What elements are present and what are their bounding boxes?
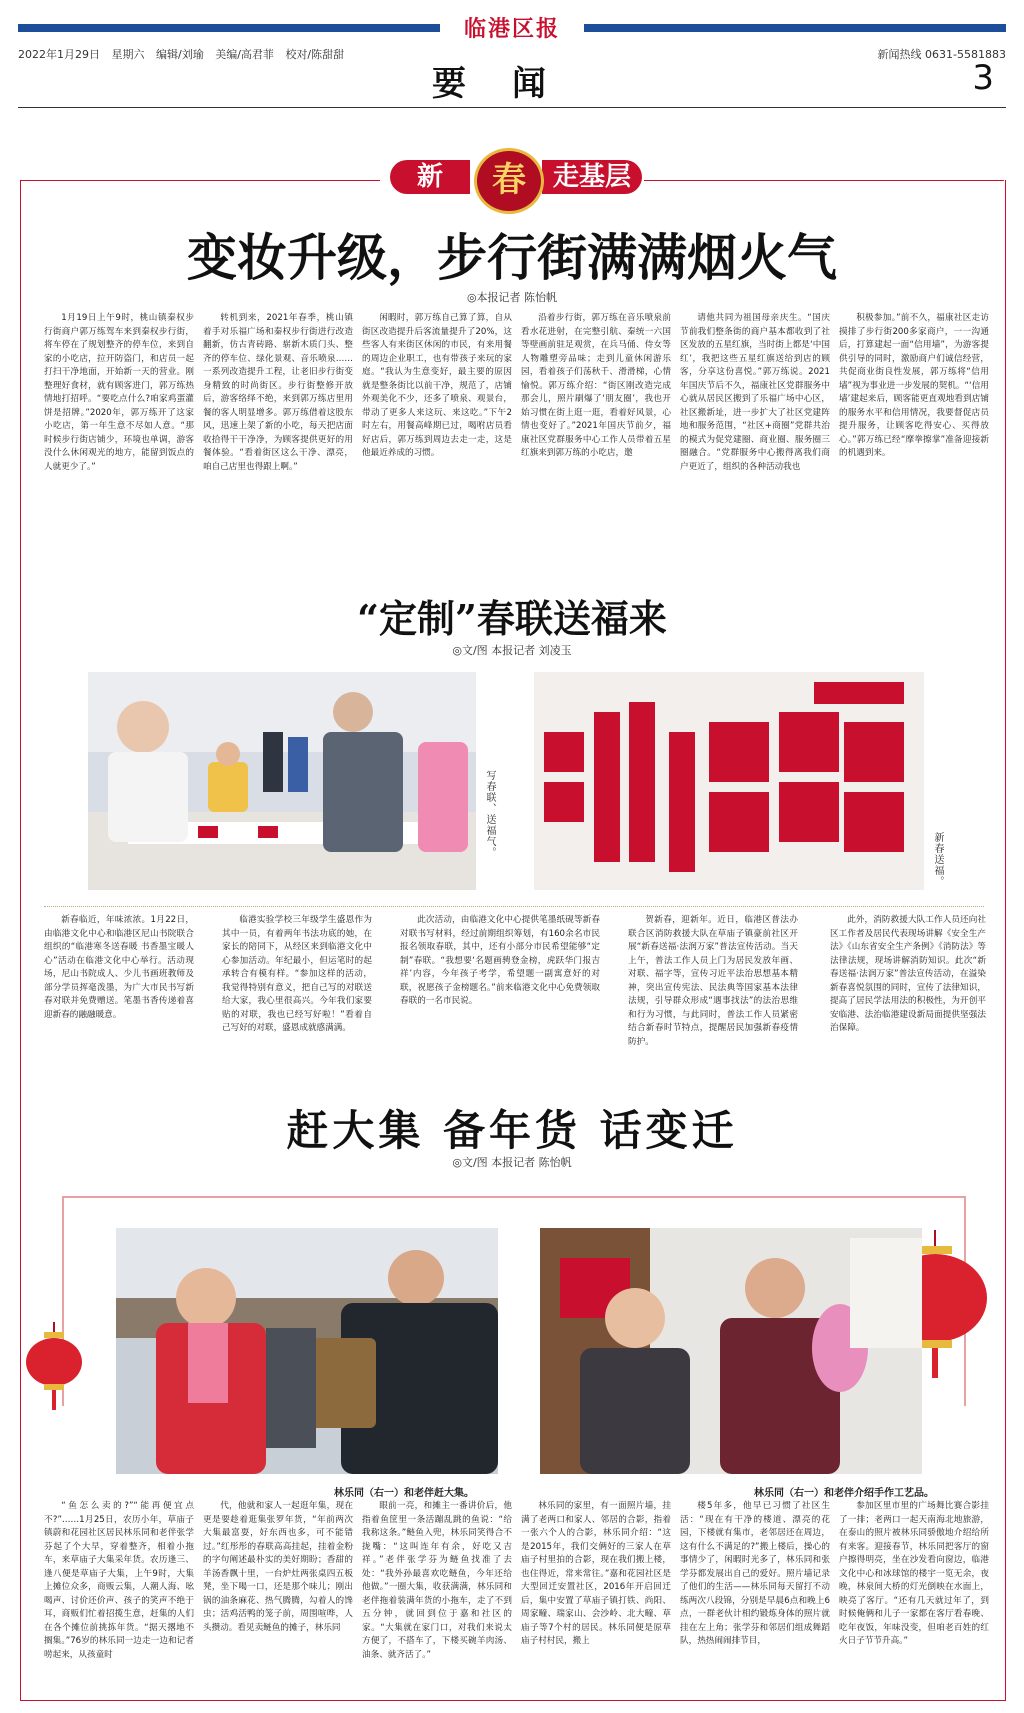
article3-text-6: 参加区里市里的广场舞比赛合影挂了一排；老两口一起天南海北地旅游，在泰山的照片被林乐同骄傲地介绍给所有来客。迎接春节，林乐同把客厅的窗户擦得明亮，坐在沙发看向窗边，临港文化中心和冰球馆的楼宇一览无余，夜晚，林泉间大桥的灯光倒映在水面上，映亮了客厅。“还有几天就过年了，到时候俺俩和儿子一家都在客厅看春晚、吃年夜饭，年味没变，但咱老百姓的红火日子节节升高。”: [839, 1501, 989, 1646]
newspaper-logo: 临港区报: [440, 14, 584, 44]
photo1-caption: 写春联、送福气。: [484, 770, 495, 858]
photo-writing-couplets-art: [88, 672, 476, 890]
header-rule: [18, 107, 1006, 108]
photo-market: [116, 1228, 498, 1474]
issue-date: 2022年1月29日: [18, 48, 100, 61]
banner-right: 走基层: [542, 160, 642, 194]
news-hotline: 新闻热线 0631-5581883: [877, 48, 1006, 61]
banner-emblem: 春: [474, 148, 544, 214]
article3-text-4: 林乐同的家里，有一面照片墙，挂满了老两口和家人、邻居的合影，指着一张六个人的合影，林乐同介绍：“这是2015年，我们交俩好的三家人在草庙子村里拍的合影，现在我们搬上楼，也住得近，常来常往。”嘉和花园社区是大型回迁安置社区，2016年开启回迁后，集中安置了草庙子镇打铁、尚阳、周家疃、瑞家山、会沙岭、北大疃、草庙子等7个村的居民。林乐同便是原草庙子村村民，搬上: [521, 1501, 671, 1646]
banner-left: 新: [390, 160, 470, 194]
article2-title: “定制”春联送福来: [357, 596, 667, 641]
frame-top-right: [644, 180, 1004, 181]
article3-col-3: [362, 1500, 512, 1696]
art-credit: 美编/高君菲: [215, 48, 274, 61]
article2-text-3: 此次活动，由临港文化中心提供笔墨纸砚等新春对联书写材料，经过前期组织筹划，有160余名市民报名领取春联，其中，还有小部分市民希望能够“定制”春联。“我想要‘名题画骋登金榜，虎跃华门报吉祥’内容，今年孩子考学，希望题一副寓意好的对联，祝愿孩子金榜题名。”前来临港文化中心免费领取春联的一名市民说。: [400, 915, 600, 1006]
article3-col-6: [839, 1500, 989, 1696]
photo2-caption: 新春送福。: [932, 832, 943, 887]
photo4-caption: 林乐同（右一）和老伴介绍手作工艺品。: [754, 1488, 934, 1499]
article3-col-5: [680, 1500, 830, 1696]
photo-couplets-display: [534, 672, 924, 890]
article1-col-1: [44, 312, 194, 542]
article1-text-5: 请他共同为祖国母亲庆生。“国庆节前我们整条街的商户基本都收到了社区发放的五星红旗，当时街上都是‘中国红’，我把这些五星红旗送给到店的顾客，分享这份喜悦。”郭万练说。2021年国庆节后不久，福康社区党群服务中心就从居民区搬到了乐福广场中心区，社区搬新址，进一步扩大了社区党建阵地和服务范围，“社区+商圈”党群共治的模式为促党建圈、商业圈、服务圈三圈融合。“党群服务中心搬得离我们商户更近了，组织的各种活动我也: [680, 313, 830, 472]
article1-text-3: 闲暇时，郭万练自己算了算，自从街区改造提升后客流量提升了20%，这些客人有来街区休闲的市民，有来用餐的周边企业职工，也有带孩子来玩的家庭。“我认为生意变好，最主要的原因就是整条街比以前干净，规范了，店铺外观美化不少，还多了喷泉、观景台，带动了更多人来这玩、来这吃。”下午2时左右，用餐高峰期已过，喝咐店员看好店后，郭万练到周边去走一走，这是他最近养成的习惯。: [362, 313, 512, 458]
article2-divider: [44, 906, 984, 907]
article3-text-2: 代，他就和家人一起逛年集，现在更是要趁着逛集张罗年货，“年前两次大集最富耍，好东西也多，可不能错过。”红彤彤的春联高高挂起，挂着金粉的字句阐述最朴实的美好期盼；香甜的羊汤香飘十里，一台炉灶两张桌四五板凳，坐下喝一口，还是那个味儿；刚出锅的油条麻花、热气腾腾，勾着人的馋虫；活鸡活鸭的笼子前，周围喧哗，人头攒动。看见卖鲢鱼的摊子，林乐同: [203, 1501, 353, 1633]
photo-market-art: [116, 1228, 498, 1474]
article1-text-4: 沿着步行街，郭万练在音乐喷泉前看水花进射，在完整引航、秦统一六国等壁画前驻足观赏，在兵马俑、侍女等人物雕塑旁品味；走到儿童休闲游乐园，看着孩子们荡秋千、滑滑梯，心情愉悦。郭万练介绍：“街区刚改造完成那会儿，照片刷爆了‘朋友圈’，我也开始习惯在街上逛一逛，看着好风景，心情也变好了。”2021年国庆节前夕，福康社区党群服务中心工作人员带着五星红旗来到郭万练的小吃店，邀: [521, 313, 671, 458]
article3-byline: ◎文/图 本报记者 陈怡帆: [452, 1156, 572, 1169]
article3-col-4: [521, 1500, 671, 1696]
photo-handicraft-art: [540, 1228, 922, 1474]
article1-title: 变妆升级，步行街满满烟火气: [187, 228, 837, 287]
article3-text-3: 眼前一亮，和摊主一番讲价后，他指着鱼筐里一条活蹦乱跳的鱼说：“给我称这条。”鲢鱼入兜，林乐同笑得合不拢嘴：“这叫连年有余，好吃又吉祥。”老伴张学芬为鲢鱼找准了去处：“我外孙最喜欢吃鲢鱼，今年还给他做。”一圈大集，收获满满，林乐同和老伴拖着装满年货的小拖车，走了不到五分钟，就回到位于嘉和社区的家。“大集就在家门口，对我们来说太方便了，不搭车了，下楼买碗羊肉汤、油条、就齐活了。”: [362, 1501, 512, 1660]
article2-col-5: [830, 914, 986, 1049]
issue-weekday: 星期六: [111, 48, 145, 61]
article3-col-2: [203, 1500, 353, 1696]
article1-col-3: [362, 312, 512, 542]
article3-title: 赶大集 备年货 话变迁: [286, 1106, 738, 1155]
article1-text-2: 转机到来，2021年春季，桃山镇着手对乐福广场和秦权步行街进行改造翻新，仿古青砖路、崭新木质门头、整齐的停车位、绿化景观、音乐喷泉……一系列改造提升工程，让老旧步行街变身精致的时尚街区。步行街整修开放后，游客络绎不绝，来到郭万练店里用餐的客人明显增多。郭万练借着这股东风，迅速上架了新的小吃，每天把店面收拾得干干净净，为顾客提供更好的用餐体验。“看着街区这么干净、漂亮，咱自己店里也得跟上啊。”: [203, 313, 353, 472]
article1-text-1: 1月19日上午9时，桃山镇秦权步行街商户郭万练驾车来到秦权步行街，将车停在了规划整齐的停车位，来到自家的小吃店，拉开防盗门，和店员一起打扫干净地面，开始新一天的营业。刚整理好食材，就有顾客进门，郭万练热情地打招呼。“要吃点什么?咱家鸡蛋灌饼是招牌。”2020年，郭万练开了这家小吃店，第一年生意不尽如人意。“那时候步行街店铺少，环境也单调，游客没什么休闲观光的地方，能留到饭点的人就更少了。”: [44, 313, 194, 472]
lantern-left-art: [24, 1322, 84, 1412]
proof-credit: 校对/陈甜甜: [285, 48, 345, 61]
photo-writing-couplets: [88, 672, 476, 890]
article1-col-4: [521, 312, 671, 542]
article1-col-5: [680, 312, 830, 542]
article3-text-1: “鱼怎么卖的?”“能再便宜点不?”……1月25日，农历小年，草庙子镇蔚和花园社区居民林乐同和老伴张学芬起了个大早，穿着整齐，相着小拖车，来草庙子大集采年货。农历逢三、逢八便是草庙子大集，上午9时，大集上摊位众多，商贩云集，人潮人海、吆喝声、讨价还价声、孩子的笑声不绝于耳，商贩们忙着招揽生意，赶集的人们在各个摊位前挑拣年货。“据天撂地不搁集。”76岁的林乐同一边走一边和记者唠起来，从孩童时: [44, 1501, 194, 1660]
editor-credit: 编辑/刘瑜: [156, 48, 204, 61]
article2-col-4: [628, 914, 798, 1049]
article3-col-1: [44, 1500, 194, 1696]
article3-text-5: 楼5年多，他早已习惯了社区生活：“现在有干净的楼道、漂亮的花园，下楼就有集市，老邻居还在周边，这有什么不满足的?”搬上楼后，操心的事情少了，闲暇时光多了，林乐同和张学芬都发展出自己的爱好。照片墙记录了他们的生活——林乐同每天留打不动练两次八段锦，分别是早晨6点和晚上6点，一群老伙计相约锻炼身体的照片就挂在左上角；张学芬和邻居们组成舞蹈队，热热闹闹排节目，: [680, 1501, 830, 1646]
column-banner: [382, 148, 642, 210]
article2-text-1: 新春临近，年味浓浓。1月22日，由临港文化中心和临港区尼山书院联合组织的“临港寒冬送春暖 书香墨宝暖人心”活动在临港文化中心举行。活动现场，尼山书院成人、少儿书画班教师及部分学员挥毫泼墨，为广大市民书写新春对联并免费赠送。笔墨书香传递着喜迎新春的融融暖意。: [44, 915, 194, 1020]
article1-col-6: [839, 312, 989, 542]
article2-text-2: 临港实验学校三年级学生盛恩作为其中一员，有着两年书法功底的她，在家长的陪同下，从经区来到临港文化中心参加活动。年纪最小，但运笔时的起承转合有模有样。“参加这样的活动，我觉得特别有意义，把自己写的对联送给大家，我心里很高兴。今年我们家要贴的对联，我也已经写好啦！”看着自己写好的对联，盛恩成就感满满。: [222, 915, 372, 1033]
article2-col-2: [222, 914, 372, 1049]
article1-col-2: [203, 312, 353, 542]
article2-text-5: 此外，消防救援大队工作人员还向社区工作者及居民代表现场讲解《安全生产法》《山东省安全生产条例》《消防法》等法律法规，现场讲解消防知识。此次“新春送福·法润万家”普法宣传活动，在溢染新春喜悦氛围的同时，宣传了法律知识，提高了居民学法用法的积极性，为开创平安临港、法治临港建设新局面提供坚强法治保障。: [830, 915, 986, 1033]
frame-top-left: [20, 180, 380, 181]
article1-byline: ◎本报记者 陈怡帆: [466, 291, 558, 304]
issue-meta: [18, 46, 352, 62]
lantern-left-icon: [24, 1322, 84, 1412]
photo3-caption: 林乐同（右一）和老伴赶大集。: [334, 1488, 474, 1499]
article2-col-3: [400, 914, 600, 1049]
article2-byline: ◎文/图 本报记者 刘凌玉: [452, 644, 572, 657]
article1-text-6: 积极参加。”前不久，福康社区走访摸排了步行街200多家商户，一一沟通后，打算建起一面“信用墙”，为游客提供引导的同时，激励商户们诚信经营，共促商业街良性发展，郭万练将“信用墙”视为事业进一步发展的契机。“‘信用墙’建起来后，顾客能更直观地看到店铺的服务水平和信用情况，我要督促店员提升服务，让顾客吃得安心、买得放心。”郭万练已经“摩拳擦掌”准备迎接新的机遇到来。: [839, 313, 989, 458]
article2-col-1: [44, 914, 194, 1049]
photo-couplets-display-art: [534, 672, 924, 890]
section-title: 要闻: [432, 64, 592, 104]
article2-text-4: 贺新春，迎新年。近日，临港区普法办联合区消防救援大队在草庙子镇豪前社区开展“新春送福·法润万家”普法宣传活动。当天上午，普法工作人员上门为居民发放年画、对联、福字等，宣传习近平法治思想基本精神，突出宣传宪法、民法典等国家基本法律法规，引导群众形成“遇事找法”的法治思维和行为习惯，与此同时，普法工作人员紧密结合新春时节特点，提醒居民加强新春疫情防护。: [628, 915, 798, 1047]
photo-handicraft: [540, 1228, 922, 1474]
page-number: 3: [972, 58, 994, 98]
